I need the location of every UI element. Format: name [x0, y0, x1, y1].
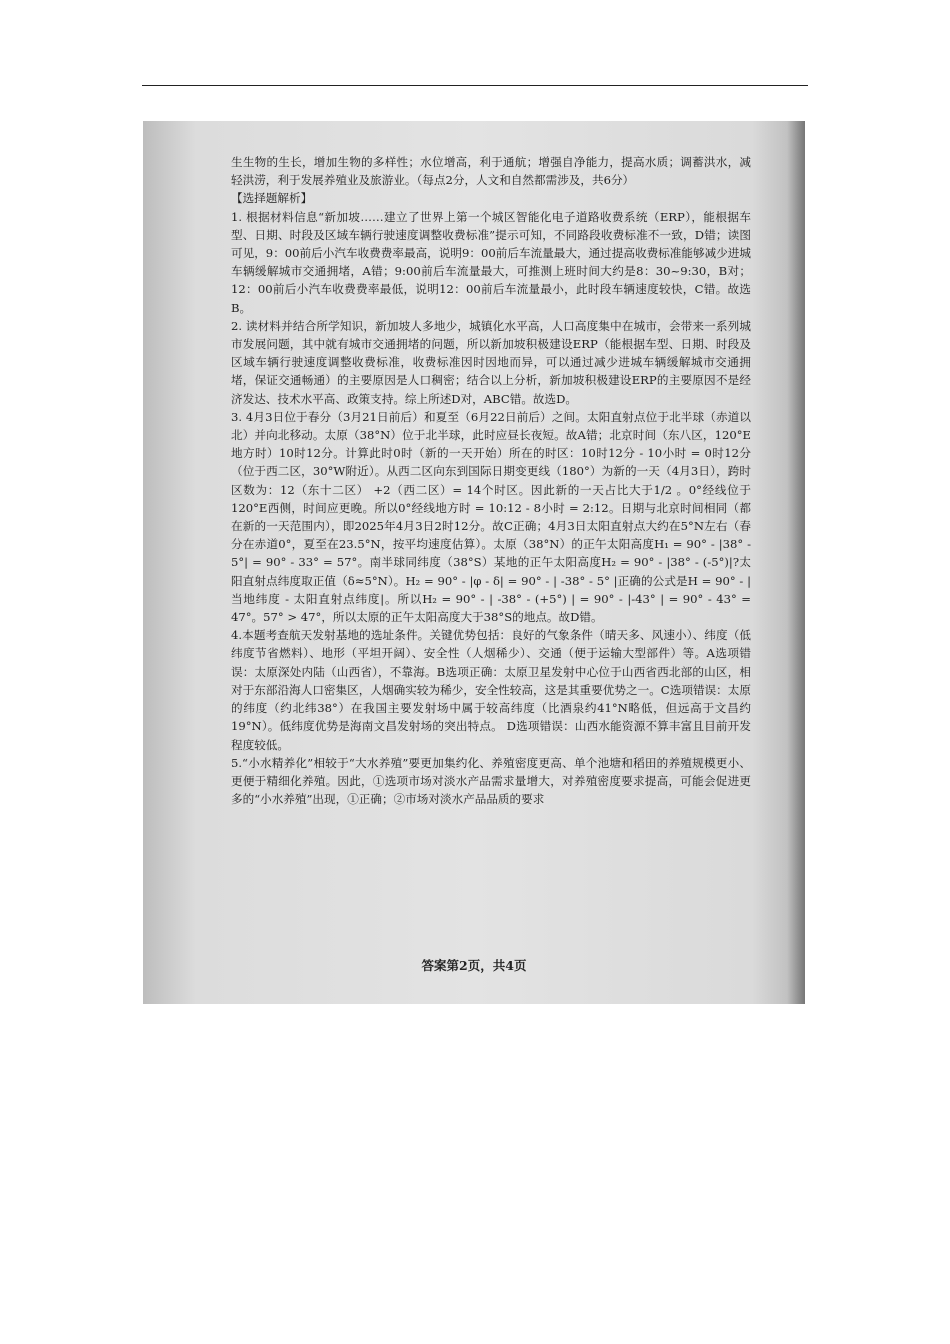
page-footer: 答案第2页，共4页 [421, 958, 527, 973]
section-heading: 【选择题解析】 [231, 191, 313, 206]
answer-4: 4.本题考查航天发射基地的选址条件。关键优势包括：良好的气象条件（晴天多、风速小）、纬度（低纬度节省燃料）、地形（平坦开阔）、安全性（人烟稀少）、交通（便于运输大型部件）等。A选项错误：太原深处内陆（山西省），不靠海。B选项正确：太原卫星发射中心位于山西省西北部的山区，相对于东部沿海人口密集区，人烟确实较为稀少，安全性较高，这是其重要优势之一。C选项错误：太原的纬度（约北纬38°）在我国主要发射场中属于较高纬度（比酒泉约41°N略低，但远高于文昌约19°N）。低纬度优势是海南文昌发射场的突出特点。 D选项错误：山西水能资源不算丰富且目前开发程度较低。 [231, 628, 751, 752]
answer-5: 5.“小水精养化”相较于“大水养殖”要更加集约化、养殖密度更高、单个池塘和稻田的养殖规模更小、更便于精细化养殖。因此，①选项市场对淡水产品需求量增大，对养殖密度要求提高，可能会促进更多的“小水养殖”出现，①正确；②市场对淡水产品品质的要求 [231, 755, 751, 807]
answer-2: 2. 读材料并结合所学知识，新加坡人多地少，城镇化水平高，人口高度集中在城市，会带来一系列城市发展问题，其中就有城市交通拥堵的问题，所以新加坡积极建设ERP（能根据车型、日期、时段及区域车辆行驶速度调整收费标准，收费标准因时因地而异，可以通过减少进城车辆缓解城市交通拥堵，保证交通畅通）的主要原因是人口稠密；结合以上分析，新加坡积极建设ERP的主要原因不是经济发达、技术水平高、政策支持。综上所述D对，ABC错。故选D。 [231, 318, 751, 406]
answer-3: 3. 4月3日位于春分（3月21日前后）和夏至（6月22日前后）之间。太阳直射点位于北半球（赤道以北）并向北移动。太原（38°N）位于北半球，此时应昼长夜短。故A错；北京时间（东八区，120°E地方时）10时12分。计算此时0时（新的一天开始）所在的时区：10时12分 - 10小时 = 0时12分（位于西二区，30°W附近）。从西二区向东到国际日期变更线（180°）为新的一天（4月3日），跨时区数为：12（东十二区） +2（西二区）= 14个时区。因此新的一天占比大于1/2 。0°经线位于120°E西侧，时间应更晚。所以0°经线地方时 = 10:12 - 8小时 = 2:12。日期与北京时间相同（都在新的一天范围内），即2025年4月3日2时12分。故C正确；4月3日太阳直射点大约在5°N左右（春分在赤道0°，夏至在23.5°N，按平均速度估算）。太原（38°N）的正午太阳高度H₁ = 90° - |38° - 5°| = 90° - 33° = 57°。南半球同纬度（38°S）某地的正午太阳高度H₂ = 90° - |38° - (-5°)|?太阳直射点纬度取正值（δ≈5°N）。H₂ = 90° - |φ - δ| = 90° - | -38° - 5° |正确的公式是H = 90° - |当地纬度 - 太阳直射点纬度|。所以H₂ = 90° - | -38° - (+5°) | = 90° - |-43° | = 90° - 43° = 47°。57° > 47°，所以太原的正午太阳高度大于38°S的地点。故D错。 [231, 409, 751, 625]
answer-text-block [231, 153, 751, 808]
answer-1: 1. 根据材料信息“新加坡……建立了世界上第一个城区智能化电子道路收费系统（ERP），能根据车型、日期、时段及区域车辆行驶速度调整收费标准”提示可知，不同路段收费标准不一致，D错；读图可见，9：00前后小汽车收费费率最高，说明9：00前后车流量最大，通过提高收费标准能够减少进城车辆缓解城市交通拥堵，A错；9:00前后车流量最大，可推测上班时间大约是8：30~9:30，B对；12：00前后小汽车收费费率最低，说明12：00前后车流量最小，此时段车辆速度较快，C错。故选B。 [231, 209, 751, 315]
photographed-page [143, 121, 805, 1004]
header-rule [142, 85, 808, 86]
continuation-paragraph: 生生物的生长，增加生物的多样性；水位增高，利于通航；增强自净能力，提高水质；调蓄洪水，减轻洪涝，利于发展养殖业及旅游业。（每点2分，人文和自然都需涉及，共6分） [231, 155, 751, 188]
